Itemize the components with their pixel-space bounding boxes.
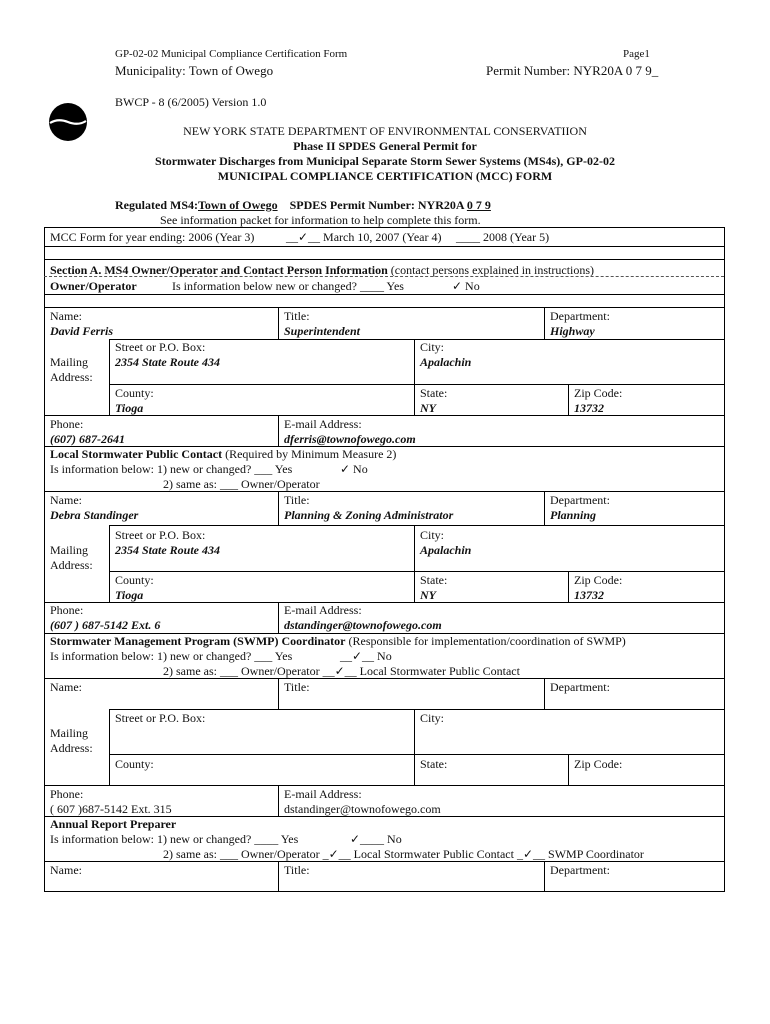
permit-number: Permit Number: NYR20A 0 7 9_ xyxy=(486,63,659,78)
owner-address-label: Address: xyxy=(50,370,93,384)
owner-state-label: State: xyxy=(420,386,448,400)
mcc-year-4[interactable]: __✓__ March 10, 2007 (Year 4) xyxy=(286,230,442,244)
swmp-address-label: Address: xyxy=(50,741,93,755)
owner-email-label: E-mail Address: xyxy=(284,417,362,431)
pc-zip-label: Zip Code: xyxy=(574,573,623,587)
pc-address-label: Address: xyxy=(50,558,93,572)
pc-street-label: Street or P.O. Box: xyxy=(115,528,206,542)
swmp-county-label: County: xyxy=(115,757,154,771)
owner-city[interactable]: Apalachin xyxy=(420,355,472,369)
pc-street[interactable]: 2354 State Route 434 xyxy=(115,543,221,557)
swmp-email[interactable]: dstandinger@townofowego.com xyxy=(284,802,441,816)
form-id: GP-02-02 Municipal Compliance Certification Form xyxy=(115,48,348,60)
owner-zip[interactable]: 13732 xyxy=(574,401,604,415)
pc-email[interactable]: dstandinger@townofowego.com xyxy=(284,618,442,632)
swmp-name-label: Name: xyxy=(50,680,82,694)
pc-city-label: City: xyxy=(420,528,445,542)
phase-title: Phase II SPDES General Permit for xyxy=(293,139,477,153)
owner-county-label: County: xyxy=(115,386,154,400)
swmp-heading: Stormwater Management Program (SWMP) Coordinator (Responsible for implementation/coordination of SWMP) xyxy=(50,634,626,648)
preparer-q2[interactable]: 2) same as: ___ Owner/Operator _✓__ Local Stormwater Public Contact _✓__ SWMP Coordinator xyxy=(163,847,644,861)
owner-title-label: Title: xyxy=(284,309,310,323)
public-contact-q2[interactable]: 2) same as: ___ Owner/Operator xyxy=(163,477,320,491)
pc-phone[interactable]: (607 ) 687-5142 Ext. 6 xyxy=(50,618,161,632)
pc-zip[interactable]: 13732 xyxy=(574,588,604,602)
owner-phone-label: Phone: xyxy=(50,417,84,431)
owner-email[interactable]: dferris@townofowego.com xyxy=(284,432,416,446)
public-contact-no-check[interactable]: ✓ No xyxy=(340,462,368,476)
pc-mailing-label: Mailing xyxy=(50,543,88,557)
owner-city-label: City: xyxy=(420,340,445,354)
pc-email-label: E-mail Address: xyxy=(284,603,362,617)
swmp-phone-label: Phone: xyxy=(50,787,84,801)
owner-mailing-label: Mailing xyxy=(50,355,88,369)
public-contact-q1[interactable]: Is information below: 1) new or changed? ___ Yes xyxy=(50,462,293,476)
municipality: Municipality: Town of Owego xyxy=(115,63,274,78)
preparer-q1[interactable]: Is information below: 1) new or changed? ____ Yes xyxy=(50,832,299,846)
owner-county[interactable]: Tioga xyxy=(115,401,144,415)
owner-street-label: Street or P.O. Box: xyxy=(115,340,206,354)
pc-city[interactable]: Apalachin xyxy=(420,543,472,557)
preparer-dept-label: Department: xyxy=(550,863,610,877)
swmp-q2[interactable]: 2) same as: ___ Owner/Operator __✓__ Local Stormwater Public Contact xyxy=(163,664,520,678)
preparer-no-check[interactable]: ✓____ No xyxy=(350,832,402,846)
form-version: BWCP - 8 (6/2005) Version 1.0 xyxy=(115,95,267,109)
owner-dept-label: Department: xyxy=(550,309,610,323)
swmp-phone[interactable]: ( 607 )687-5142 Ext. 315 xyxy=(50,802,172,816)
pc-dept-label: Department: xyxy=(550,493,610,507)
owner-operator-label: Owner/Operator xyxy=(50,279,137,293)
pc-state[interactable]: NY xyxy=(420,588,436,602)
section-a-title: Section A. MS4 Owner/Operator and Contact Person Information (contact persons explained in instructions) xyxy=(50,263,595,277)
swmp-title-label: Title: xyxy=(284,680,310,694)
pc-name[interactable]: Debra Standinger xyxy=(50,508,139,522)
pc-title[interactable]: Planning & Zoning Administrator xyxy=(284,508,454,522)
owner-changed-question[interactable]: Is information below new or changed? ____ Yes xyxy=(172,279,404,293)
owner-zip-label: Zip Code: xyxy=(574,386,623,400)
storm-title: Stormwater Discharges from Municipal Separate Storm Sewer Systems (MS4s), GP-02-02 xyxy=(155,154,615,168)
swmp-city-label: City: xyxy=(420,711,445,725)
dept-title: NEW YORK STATE DEPARTMENT OF ENVIRONMENTAL CONSERVATIION xyxy=(183,124,587,138)
pc-dept[interactable]: Planning xyxy=(550,508,597,522)
owner-street[interactable]: 2354 State Route 434 xyxy=(115,355,221,369)
owner-dept[interactable]: Highway xyxy=(550,324,595,338)
preparer-name-label: Name: xyxy=(50,863,82,877)
owner-state[interactable]: NY xyxy=(420,401,436,415)
owner-name-label: Name: xyxy=(50,309,82,323)
swmp-street-label: Street or P.O. Box: xyxy=(115,711,206,725)
swmp-mailing-label: Mailing xyxy=(50,726,88,740)
pc-title-label: Title: xyxy=(284,493,310,507)
preparer-heading: Annual Report Preparer xyxy=(50,817,177,831)
owner-name[interactable]: David Ferris xyxy=(50,324,113,338)
mcc-title: MUNICIPAL COMPLIANCE CERTIFICATION (MCC) FORM xyxy=(217,169,553,183)
swmp-no-check[interactable]: __✓__ No xyxy=(340,649,392,663)
swmp-email-label: E-mail Address: xyxy=(284,787,362,801)
owner-title[interactable]: Superintendent xyxy=(284,324,361,338)
pc-name-label: Name: xyxy=(50,493,82,507)
pc-county[interactable]: Tioga xyxy=(115,588,144,602)
regulated-ms4: Regulated MS4:Town of Owego SPDES Permit Number: NYR20A 0 7 9 xyxy=(115,198,491,212)
swmp-q1[interactable]: Is information below: 1) new or changed? ___ Yes xyxy=(50,649,293,663)
swmp-state-label: State: xyxy=(420,757,448,771)
swmp-dept-label: Department: xyxy=(550,680,610,694)
owner-phone[interactable]: (607) 687-2641 xyxy=(50,432,125,446)
swmp-zip-label: Zip Code: xyxy=(574,757,623,771)
pc-state-label: State: xyxy=(420,573,448,587)
page-number: Page1 xyxy=(623,48,650,60)
owner-no-check[interactable]: ✓ No xyxy=(452,279,480,293)
pc-phone-label: Phone: xyxy=(50,603,84,617)
pc-county-label: County: xyxy=(115,573,154,587)
preparer-title-label: Title: xyxy=(284,863,310,877)
public-contact-heading: Local Stormwater Public Contact (Required by Minimum Measure 2) xyxy=(50,447,397,461)
info-note: See information packet for information to help complete this form. xyxy=(160,213,481,227)
mcc-year-5[interactable]: ____ 2008 (Year 5) xyxy=(456,230,550,244)
mcc-year-lead: MCC Form for year ending: 2006 (Year 3) xyxy=(50,230,255,244)
